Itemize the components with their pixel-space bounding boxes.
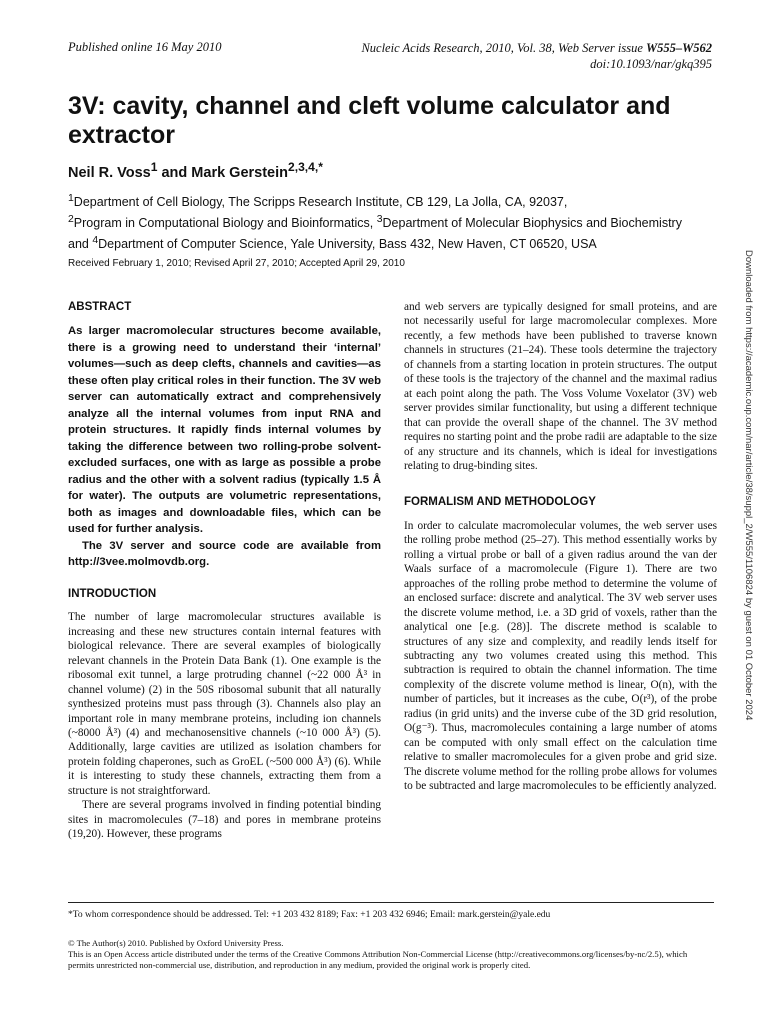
affil-4: Department of Computer Science, Yale University, Bass 432, New Haven, CT 06520, USA xyxy=(98,237,597,252)
abstract-section xyxy=(68,300,381,571)
introduction-section xyxy=(68,587,381,842)
footnote-divider xyxy=(68,902,714,903)
author-voss: Neil R. Voss xyxy=(68,164,151,181)
published-date: Published online 16 May 2010 xyxy=(68,40,222,54)
abstract-availability: The 3V server and source code are available from http://3vee.molmovdb.org. xyxy=(68,539,381,569)
affil-sup-4: 4 xyxy=(92,235,99,247)
license-text: This is an Open Access article distributed under the terms of the Creative Commons Attribution Non-Commercial License (http://creativecommons.org/licenses/by-nc/2.5), which permits unrestricted non-commercial use, distribution, and reproduction in any medium, provided the original work is properly cited. xyxy=(68,949,688,971)
affil-3: Department of Molecular Biophysics and Biochemistry xyxy=(382,216,682,231)
author-gerstein: Mark Gerstein xyxy=(191,164,289,181)
page-range: W555–W562 xyxy=(646,41,712,55)
journal-citation xyxy=(361,40,712,72)
introduction-heading: INTRODUCTION xyxy=(68,587,157,600)
article-title: 3V: cavity, channel and cleft volume calculator and extractor xyxy=(68,92,671,149)
affil-sup-1: 1 xyxy=(68,193,74,204)
abstract-paragraph: As larger macromolecular structures become available, there is a growing need to understand their ‘internal’ volumes—such as deep clefts, channels and cavities—as these often play critical roles in their function. The 3V web server can automatically extract and comprehensively analyze all the internal volumes from input RNA and protein structures. It rapidly finds internal volumes by taking the difference between two rolling-probe solvent-excluded surfaces, one with as large as possible a probe radius and the other with a solvent radius (typically 1.5 Å for water). The outputs are volumetric representations, both as images and downloadable files, which can be used for further analysis. xyxy=(68,325,381,536)
received-dates: Received February 1, 2010; Revised April 27, 2010; Accepted April 29, 2010 xyxy=(68,258,405,269)
right-paragraph-1: and web servers are typically designed for small proteins, and are not necessarily useful for large macromolecular complexes. More recently, a few methods have been published to traverse known channels in structures (21–24). These tools determine the trajectory of channels from a starting location in protein structures. The output of these tools is the trajectory of the channel and the maximal radius at each point along the path. The Voss Volume Voxelator (3V) web server provides similar functionality, but using a different technique that can provide the overall shape of the channel. The 3V method requires no starting point and the probe radii are adaptable to the size of any structure and its channels, which is ideal for investigations relating to drug-binding sites. xyxy=(404,301,717,472)
author-voss-sup: 1 xyxy=(150,160,158,174)
affil-sup-2: 2 xyxy=(68,214,74,226)
doi-link[interactable]: doi:10.1093/nar/gkq395 xyxy=(590,57,712,71)
intro-paragraph-1: The number of large macromolecular structures available is increasing and these new structures contain internal features with biological relevance. There are several examples of biologically relevant channels in the Protein Data Bank (1). One example is the ribosomal exit tunnel, a large protruding channel (~22 000 Å³ in channel volume) (2) in the 50S ribosomal subunit that all naturally synthesized proteins must pass through (3). Channels also play an important role in many membrane proteins, including ion channels (~8000 Å³) (4) and mechanosensitive channels (~10 000 Å³) (5). Additionally, large cavities are utilized as isolation chambers for protein folding chaperones, such as GroEL (~500 000 Å³) (6). While it is interesting to study these channels, extracting them from a structure is not straightforward. xyxy=(68,611,381,797)
author-list xyxy=(68,160,323,181)
affil-2: Program in Computational Biology and Bioinformatics, xyxy=(73,216,377,231)
intro-paragraph-2: There are several programs involved in finding potential binding sites in macromolecules (7–18) and pores in membrane proteins (19,20). However, these programs xyxy=(68,799,381,841)
author-gerstein-sup: 2,3,4,* xyxy=(288,160,323,174)
correspondence-footnote: *To whom correspondence should be addressed. Tel: +1 203 432 8189; Fax: +1 203 432 6946; Email: mark.gerstein@yale.edu xyxy=(68,910,551,920)
abstract-heading: ABSTRACT xyxy=(68,301,132,313)
affil-1: Department of Cell Biology, The Scripps Research Institute, CB 129, La Jolla, CA, 92037, xyxy=(73,195,568,210)
license-footnote xyxy=(68,938,714,972)
journal-name: Nucleic Acids Research, 2010, Vol. 38, Web Server issue xyxy=(361,41,643,55)
methods-paragraph: In order to calculate macromolecular volumes, the web server uses the rolling probe method (25–27). This method essentially works by rolling a virtual probe or ball of a given radius around the van der Waals surface of a macromolecule (Figure 1). There are two approaches of the rolling probe method to determine the volume of an enclosed surface: discrete and analytical. The 3V web server uses the discrete volume method, i.e. a 3D grid of voxels, rather than the analytical one [e.g. (28)]. The discrete method is scalable to structures of any size and complexity, and readily lends itself for subtracting any two volumes created using this method. This subtraction is required to obtain the channel information. The time complexity of the discrete volume method is linear, O(n), with the number of particles, but it increases as the cube, O(r³), of the probe radius (in grid units) and the inverse cube of the 3D grid resolution, O(g⁻³). Thus, macromolecules containing a large number of atoms can be computed with only small effect on the calculation time relative to smaller macromolecules for a given probe and grid size. The discrete volume method for the rolling probe allows for volumes to be subtracted and large macromolecules to be efficiently analyzed. xyxy=(404,519,717,793)
right-column xyxy=(404,300,717,794)
affiliations xyxy=(68,190,718,253)
affil-sup-3: 3 xyxy=(376,214,383,226)
affil-and: and xyxy=(68,237,93,252)
download-watermark xyxy=(742,250,756,890)
left-column xyxy=(68,300,381,842)
author-and: and xyxy=(157,164,192,181)
copyright-line: © The Author(s) 2010. Published by Oxford University Press. xyxy=(68,938,284,948)
methods-heading: FORMALISM AND METHODOLOGY xyxy=(404,496,596,509)
download-watermark-text: Downloaded from https://academic.oup.com/nar/article/38/suppl_2/W555/1106824 by guest on 01 October 2024 xyxy=(743,250,754,721)
